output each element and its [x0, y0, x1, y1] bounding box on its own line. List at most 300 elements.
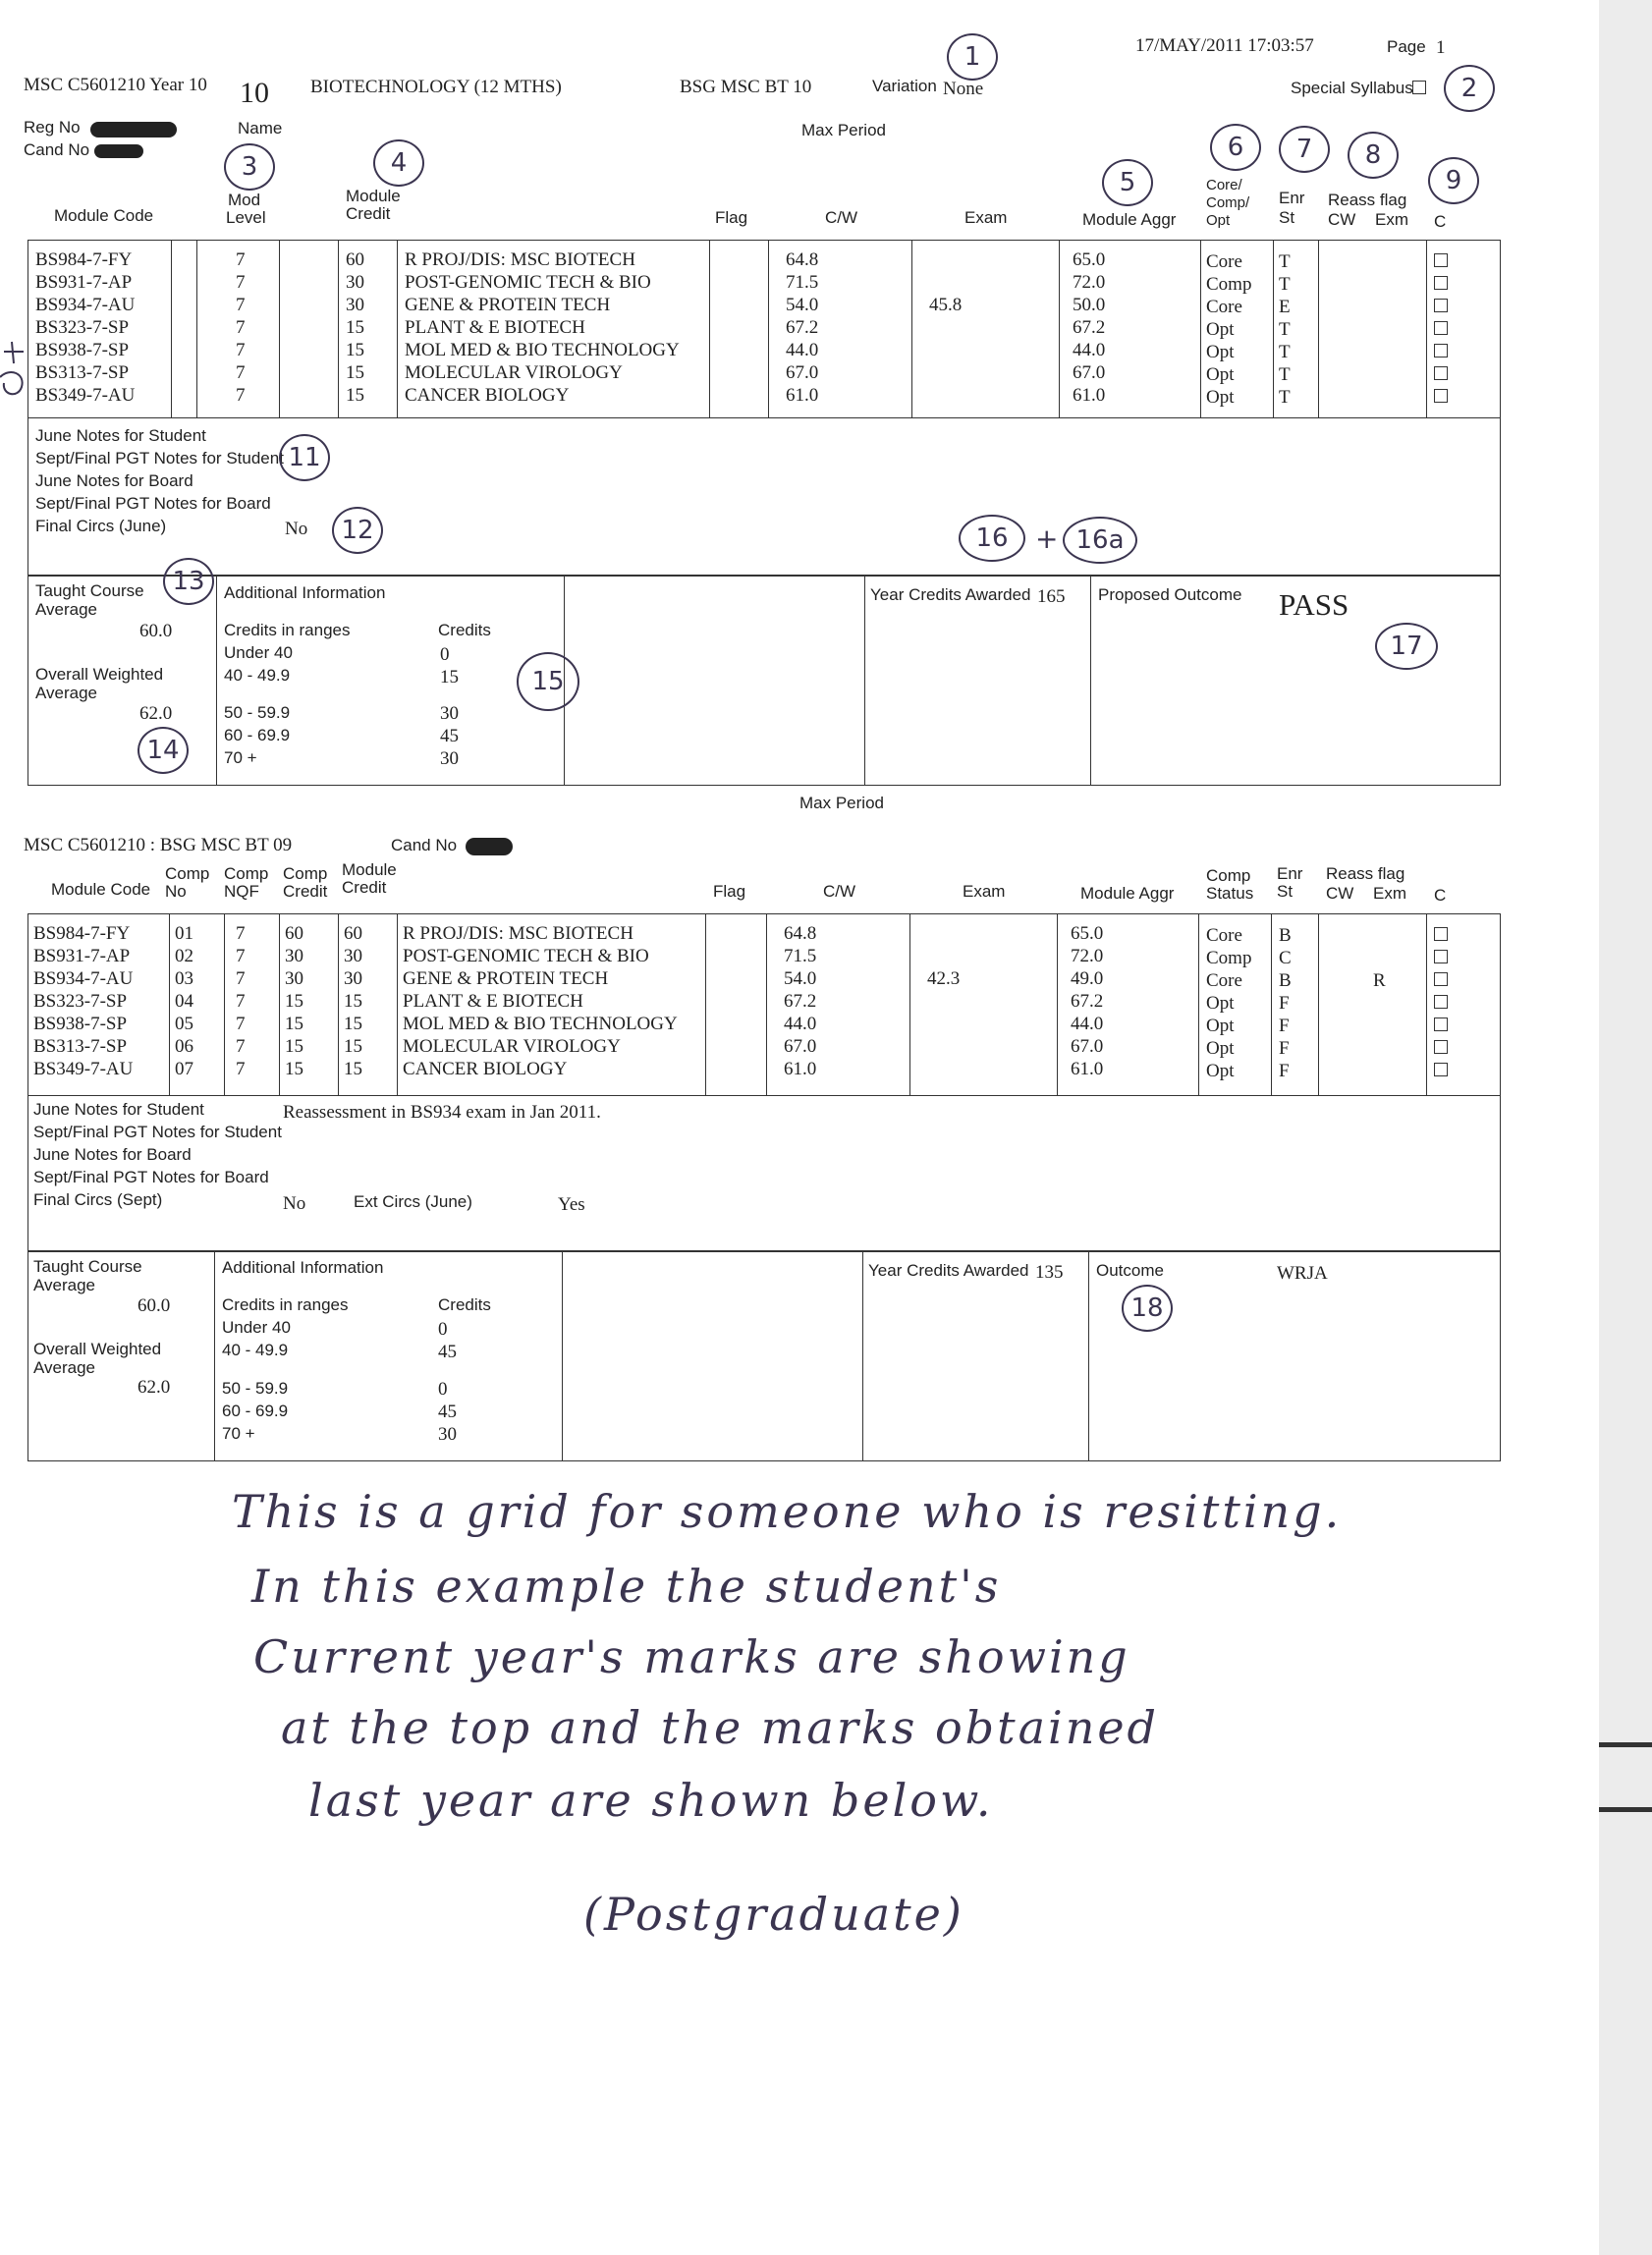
table-cell: 15 — [346, 317, 364, 338]
handwritten-line: (Postgraduate) — [583, 1888, 964, 1941]
table-cell — [927, 1035, 960, 1058]
g2-head-reass-cw: CW — [1326, 884, 1354, 903]
table-cell: 30 — [344, 946, 362, 966]
table-row: BS938-7-SP — [35, 340, 130, 360]
g2-head-comp-credit-1: Comp — [283, 864, 328, 883]
g1-range-value: 0 — [440, 644, 450, 665]
table-cell: 61.0 — [1073, 385, 1106, 406]
g1-head-credit: Credit — [346, 204, 391, 223]
table-cell — [929, 339, 962, 361]
g1-overall-value: 62.0 — [139, 703, 173, 724]
table-cell: Core — [1206, 970, 1242, 991]
reg-no-label: Reg No — [24, 118, 81, 137]
g1-taught-label-1: Taught Course — [35, 581, 144, 600]
g2-cand-no-label: Cand No — [391, 836, 458, 854]
table-cell — [929, 316, 962, 339]
table-cell: 30 — [344, 968, 362, 989]
table-cell: 15 — [285, 1059, 303, 1079]
g1-taught-value: 60.0 — [139, 621, 173, 641]
table-cell: T — [1279, 342, 1291, 362]
g2-head-comp-credit-2: Credit — [283, 882, 328, 901]
table-cell: Opt — [1206, 342, 1235, 362]
table-cell: 67.0 — [784, 1036, 817, 1057]
g1-head-cw: C/W — [825, 208, 858, 227]
g2-head-comp-status-1: Comp — [1206, 866, 1251, 885]
annotation-plus: + — [1035, 522, 1059, 555]
annotation-circle: 14 — [138, 727, 189, 774]
table-cell: 30 — [285, 946, 303, 966]
table-cell: Opt — [1206, 1061, 1235, 1081]
table-cell: 71.5 — [786, 272, 819, 293]
g1-col-cw — [786, 248, 818, 407]
g2-head-exam: Exam — [963, 882, 1006, 901]
table-row: BS313-7-SP — [35, 362, 130, 383]
g1-range-label: 50 - 59.9 — [224, 703, 291, 722]
g1-range-value: 30 — [440, 748, 459, 769]
table-cell: R PROJ/DIS: MSC BIOTECH — [405, 249, 635, 270]
g2-ext-circs-value: Yes — [558, 1194, 585, 1215]
table-row: BS323-7-SP — [33, 991, 128, 1012]
g1-additional-info: Additional Information — [224, 583, 386, 602]
table-cell: 15 — [285, 1036, 303, 1057]
table-cell: 50.0 — [1073, 295, 1106, 315]
g2-ext-circs-label: Ext Circs (June) — [354, 1192, 472, 1211]
table-cell: 67.2 — [784, 991, 817, 1012]
table-cell — [927, 945, 960, 967]
table-cell: 60 — [285, 923, 303, 944]
g2-final-circs-label: Final Circs (Sept) — [33, 1190, 163, 1209]
redacted-reg-no — [90, 122, 177, 138]
g2-col-status — [1206, 924, 1251, 1082]
annotation-circle: 17 — [1375, 623, 1438, 670]
annotation-circle: 2 — [1444, 65, 1495, 112]
g2-col-title — [403, 922, 703, 1080]
table-cell: CANCER BIOLOGY — [405, 385, 570, 406]
g1-row-checkbox[interactable] — [1434, 299, 1448, 312]
table-cell: 64.8 — [784, 923, 817, 944]
g1-range-label: Under 40 — [224, 643, 293, 662]
table-cell: 61.0 — [784, 1059, 817, 1079]
table-cell: 15 — [285, 1014, 303, 1034]
g2-range-value: 0 — [438, 1379, 448, 1400]
table-cell: Core — [1206, 297, 1242, 317]
g2-credits-head: Credits — [438, 1295, 491, 1314]
table-cell — [929, 271, 962, 294]
course-code: MSC C5601210 Year 10 — [24, 75, 207, 95]
table-cell: 15 — [344, 991, 362, 1012]
g2-head-comp-status-2: Status — [1206, 884, 1254, 903]
table-cell: F — [1279, 993, 1290, 1014]
g2-final-circs-value: No — [283, 1193, 306, 1214]
g2-june-notes-student: June Notes for Student — [33, 1100, 204, 1119]
g1-head-comp: Comp/ — [1206, 194, 1250, 211]
page-label: Page — [1387, 37, 1426, 56]
table-cell: GENE & PROTEIN TECH — [403, 968, 609, 989]
g2-year-credits-value: 135 — [1035, 1262, 1064, 1283]
annotation-circle: 12 — [332, 507, 383, 554]
g2-col-aggr — [1071, 922, 1103, 1080]
table-cell: 64.8 — [786, 249, 819, 270]
g1-head-flag: Flag — [715, 208, 748, 227]
annotation-circle: 5 — [1102, 159, 1153, 206]
table-cell: 7 — [236, 1036, 246, 1057]
g2-june-notes-student-value: Reassessment in BS934 exam in Jan 2011. — [283, 1102, 601, 1123]
table-cell: B — [1279, 925, 1292, 946]
g2-col-module-code — [33, 922, 133, 1080]
table-cell: R PROJ/DIS: MSC BIOTECH — [403, 923, 633, 944]
table-row: BS931-7-AP — [35, 272, 133, 293]
table-cell — [927, 1013, 960, 1035]
g1-row-checkbox[interactable] — [1434, 253, 1448, 267]
table-cell: 7 — [236, 991, 246, 1012]
table-cell: Opt — [1206, 387, 1235, 408]
table-row: BS934-7-AU — [33, 968, 134, 989]
g1-sept-notes-student: Sept/Final PGT Notes for Student — [35, 449, 284, 468]
table-cell: 61.0 — [786, 385, 819, 406]
table-cell: 61.0 — [1071, 1059, 1104, 1079]
g1-head-reass-flag: Reass flag — [1328, 191, 1407, 209]
table-cell: 15 — [346, 362, 364, 383]
annotation-circle: 8 — [1348, 132, 1399, 179]
table-row: BS984-7-FY — [35, 249, 133, 270]
g1-range-label: 40 - 49.9 — [224, 666, 291, 685]
table-cell: MOL MED & BIO TECHNOLOGY — [405, 340, 680, 360]
g2-additional-info: Additional Information — [222, 1258, 384, 1277]
table-cell: POST-GENOMIC TECH & BIO — [403, 946, 649, 966]
g1-head-module-aggr: Module Aggr — [1082, 210, 1177, 229]
year-number: 10 — [240, 77, 269, 109]
annotation-circle: 11 — [279, 434, 330, 481]
table-cell: Opt — [1206, 993, 1235, 1014]
table-cell: 7 — [236, 317, 246, 338]
g2-head-module-2: Credit — [342, 878, 387, 897]
annotation-circle: 6 — [1210, 124, 1261, 171]
g1-head-c: C — [1434, 212, 1447, 231]
table-cell: 67.2 — [786, 317, 819, 338]
g2-col-credit — [344, 922, 362, 1080]
g2-credits-in-ranges: Credits in ranges — [222, 1295, 349, 1314]
table-cell: 30 — [346, 272, 364, 293]
table-cell: GENE & PROTEIN TECH — [405, 295, 611, 315]
table-cell — [929, 384, 962, 407]
table-cell: MOL MED & BIO TECHNOLOGY — [403, 1014, 678, 1034]
g2-range-label: 70 + — [222, 1424, 255, 1443]
g2-overall-label-2: Average — [33, 1358, 96, 1377]
table-cell: 67.2 — [1073, 317, 1106, 338]
table-row: BS349-7-AU — [35, 385, 136, 406]
g2-row-checkbox[interactable] — [1434, 950, 1448, 963]
route-code: BSG MSC BT 10 — [680, 77, 812, 97]
table-cell: POST-GENOMIC TECH & BIO — [405, 272, 651, 293]
g2-range-label: 50 - 59.9 — [222, 1379, 289, 1398]
g2-col-enr — [1279, 924, 1292, 1082]
table-cell: Opt — [1206, 319, 1235, 340]
table-cell: 7 — [236, 340, 246, 360]
table-cell: 44.0 — [784, 1014, 817, 1034]
special-syllabus-checkbox[interactable] — [1412, 81, 1426, 94]
variation-label: Variation — [872, 77, 937, 95]
table-cell: 49.0 — [1071, 968, 1104, 989]
g2-range-label: Under 40 — [222, 1318, 291, 1337]
g1-head-opt: Opt — [1206, 212, 1231, 229]
table-cell: 15 — [346, 385, 364, 406]
cand-no-label: Cand No — [24, 140, 90, 159]
annotation-circle: 16a — [1063, 517, 1137, 564]
g2-row-checkbox[interactable] — [1434, 1018, 1448, 1031]
g1-row-checkbox[interactable] — [1434, 321, 1448, 335]
g1-range-value: 45 — [440, 726, 459, 746]
table-cell: 15 — [285, 991, 303, 1012]
g1-range-label: 70 + — [224, 748, 257, 767]
table-cell: 67.2 — [1071, 991, 1104, 1012]
g1-col-enr — [1279, 250, 1291, 409]
table-cell: 44.0 — [1071, 1014, 1104, 1034]
table-cell: 65.0 — [1073, 249, 1106, 270]
g1-year-credits-value: 165 — [1037, 586, 1066, 607]
table-cell: T — [1279, 274, 1291, 295]
table-cell: 7 — [236, 1059, 246, 1079]
table-row: BS323-7-SP — [35, 317, 130, 338]
g2-head-module-aggr: Module Aggr — [1080, 884, 1175, 903]
g1-row-checkbox[interactable] — [1434, 366, 1448, 380]
g1-outcome-value: PASS — [1279, 587, 1349, 622]
table-cell: 05 — [175, 1014, 193, 1034]
table-cell: C — [1279, 948, 1292, 968]
g2-head-module-code: Module Code — [51, 880, 151, 899]
table-cell: Opt — [1206, 364, 1235, 385]
table-cell: Comp — [1206, 948, 1252, 968]
table-cell: 67.0 — [1073, 362, 1106, 383]
table-cell: Comp — [1206, 274, 1252, 295]
g2-june-notes-board: June Notes for Board — [33, 1145, 192, 1164]
g2-head-flag: Flag — [713, 882, 746, 901]
annotation-circle: 13 — [163, 558, 214, 605]
handwritten-line: Current year's marks are showing — [253, 1630, 1130, 1683]
g1-head-exam: Exam — [964, 208, 1008, 227]
table-cell: MOLECULAR VIROLOGY — [405, 362, 623, 383]
g2-sept-notes-student: Sept/Final PGT Notes for Student — [33, 1123, 282, 1141]
g2-col-comp-credit — [285, 922, 303, 1080]
table-cell: T — [1279, 251, 1291, 272]
g2-range-value: 0 — [438, 1319, 448, 1340]
table-cell: 7 — [236, 362, 246, 383]
g1-head-st: St — [1279, 208, 1295, 227]
annotation-circle: 4 — [373, 139, 424, 187]
g1-june-notes-student: June Notes for Student — [35, 426, 206, 445]
g1-june-notes-board: June Notes for Board — [35, 471, 193, 490]
table-cell: Opt — [1206, 1016, 1235, 1036]
table-cell: 54.0 — [784, 968, 817, 989]
g2-range-value: 30 — [438, 1424, 457, 1445]
g1-head-mod: Mod — [228, 191, 261, 209]
g1-row-checkbox[interactable] — [1434, 389, 1448, 403]
table-cell: 67.0 — [1071, 1036, 1104, 1057]
g2-taught-label-1: Taught Course — [33, 1257, 142, 1276]
table-cell: 7 — [236, 385, 246, 406]
table-cell — [927, 922, 960, 945]
course-title: BIOTECHNOLOGY (12 MTHS) — [310, 77, 562, 97]
table-cell: 15 — [344, 1014, 362, 1034]
g1-head-enr: Enr — [1279, 189, 1305, 207]
table-cell: 7 — [236, 946, 246, 966]
g2-col-comp-no — [175, 922, 193, 1080]
g1-range-value: 15 — [440, 667, 459, 688]
table-cell: Opt — [1206, 1038, 1235, 1059]
handwritten-line: last year are shown below. — [308, 1774, 994, 1827]
g1-outcome-label: Proposed Outcome — [1098, 585, 1242, 604]
table-row: BS349-7-AU — [33, 1059, 134, 1079]
table-cell: Core — [1206, 925, 1242, 946]
table-cell: 07 — [175, 1059, 193, 1079]
g1-year-credits-label: Year Credits Awarded — [870, 585, 1031, 604]
g2-max-period-label: Max Period — [799, 794, 884, 812]
table-cell: 54.0 — [786, 295, 819, 315]
table-cell: F — [1279, 1016, 1290, 1036]
table-cell — [929, 361, 962, 384]
handwritten-line: In this example the student's — [251, 1560, 1002, 1613]
table-cell: 30 — [346, 295, 364, 315]
g1-head-core: Core/ — [1206, 177, 1242, 193]
table-cell: 67.0 — [786, 362, 819, 383]
handwritten-line: This is a grid for someone who is resitting. — [232, 1485, 1343, 1538]
g2-range-value: 45 — [438, 1342, 457, 1362]
g1-head-module: Module — [346, 187, 401, 205]
g1-overall-label-2: Average — [35, 684, 98, 702]
table-cell: CANCER BIOLOGY — [403, 1059, 568, 1079]
table-cell: 7 — [236, 295, 246, 315]
g2-head-enr: Enr — [1277, 864, 1303, 883]
table-row: BS931-7-AP — [33, 946, 131, 966]
special-syllabus-label: Special Syllabus — [1291, 79, 1413, 97]
g2-head-comp-nqf-2: NQF — [224, 882, 259, 901]
table-cell: 7 — [236, 923, 246, 944]
g1-row-checkbox[interactable] — [1434, 344, 1448, 358]
report-datetime: 17/MAY/2011 17:03:57 — [1135, 35, 1314, 56]
g2-col-cw — [784, 922, 816, 1080]
table-cell: 03 — [175, 968, 193, 989]
annotation-circle: 15 — [517, 652, 579, 711]
table-cell: 01 — [175, 923, 193, 944]
table-cell: 44.0 — [786, 340, 819, 360]
table-cell: MOLECULAR VIROLOGY — [403, 1036, 621, 1057]
table-cell — [1373, 1060, 1386, 1082]
g2-col-nqf — [236, 922, 246, 1080]
table-cell — [1373, 992, 1386, 1015]
name-label: Name — [238, 119, 283, 138]
table-cell — [927, 990, 960, 1013]
annotation-circle: 9 — [1428, 157, 1479, 204]
g2-range-value: 45 — [438, 1402, 457, 1422]
table-cell: 72.0 — [1071, 946, 1104, 966]
g2-sept-notes-board: Sept/Final PGT Notes for Board — [33, 1168, 269, 1186]
table-cell: E — [1279, 297, 1291, 317]
g1-credits-head: Credits — [438, 621, 491, 639]
table-cell — [1373, 1037, 1386, 1060]
table-cell: 7 — [236, 272, 246, 293]
g1-col-type — [1206, 250, 1251, 409]
margin-scribble-icon — [0, 338, 29, 401]
table-cell: T — [1279, 364, 1291, 385]
table-cell: T — [1279, 319, 1291, 340]
g1-col-module-code — [35, 248, 135, 407]
table-cell: 15 — [346, 340, 364, 360]
g1-final-circs-label: Final Circs (June) — [35, 517, 167, 535]
g2-year-credits-label: Year Credits Awarded — [868, 1261, 1029, 1280]
annotation-circle: 1 — [947, 33, 998, 81]
g1-overall-label-1: Overall Weighted — [35, 665, 164, 684]
redacted-cand-no — [466, 838, 513, 855]
table-cell: 44.0 — [1073, 340, 1106, 360]
g2-head-comp-no-1: Comp — [165, 864, 210, 883]
g1-head-level: Level — [226, 208, 266, 227]
annotation-circle: 3 — [224, 143, 275, 191]
variation-value: None — [943, 79, 984, 99]
table-cell: PLANT & E BIOTECH — [403, 991, 583, 1012]
g2-range-label: 40 - 49.9 — [222, 1341, 289, 1359]
table-cell: 71.5 — [784, 946, 817, 966]
g1-row-checkbox[interactable] — [1434, 276, 1448, 290]
g1-head-module-code: Module Code — [54, 206, 154, 225]
g2-range-label: 60 - 69.9 — [222, 1402, 289, 1420]
table-cell — [1373, 947, 1386, 969]
table-cell: 15 — [344, 1036, 362, 1057]
table-cell: 7 — [236, 968, 246, 989]
g2-row-checkbox[interactable] — [1434, 927, 1448, 941]
annotation-circle: 16 — [959, 515, 1025, 562]
g2-row-checkbox[interactable] — [1434, 1040, 1448, 1054]
table-cell: 7 — [236, 249, 246, 270]
g1-range-label: 60 - 69.9 — [224, 726, 291, 744]
g2-title: MSC C5601210 : BSG MSC BT 09 — [24, 835, 293, 855]
g1-col-level — [236, 248, 246, 407]
g2-overall-value: 62.0 — [138, 1377, 171, 1398]
table-cell: F — [1279, 1038, 1290, 1059]
g2-row-checkbox[interactable] — [1434, 995, 1448, 1009]
table-cell: Core — [1206, 251, 1242, 272]
g1-credits-in-ranges: Credits in ranges — [224, 621, 351, 639]
g2-head-module-1: Module — [342, 860, 397, 879]
table-cell: R — [1373, 970, 1386, 991]
table-row: BS313-7-SP — [33, 1036, 128, 1057]
g1-head-reass-cw: CW — [1328, 210, 1356, 229]
g2-col-reass-exm — [1373, 924, 1386, 1082]
table-row: BS938-7-SP — [33, 1014, 128, 1034]
table-cell — [929, 248, 962, 271]
handwritten-line: at the top and the marks obtained — [281, 1701, 1160, 1754]
table-cell: F — [1279, 1061, 1290, 1081]
redacted-cand-no — [94, 144, 143, 158]
table-cell: B — [1279, 970, 1292, 991]
g2-head-reass-flag: Reass flag — [1326, 864, 1405, 883]
g2-head-c: C — [1434, 886, 1447, 905]
table-cell — [1373, 924, 1386, 947]
g1-col-exam — [929, 248, 962, 407]
table-cell: 60 — [346, 249, 364, 270]
scanner-edge — [1599, 0, 1652, 2255]
g2-row-checkbox[interactable] — [1434, 972, 1448, 986]
table-cell — [1373, 1015, 1386, 1037]
annotation-circle: 7 — [1279, 126, 1330, 173]
g2-head-reass-exm: Exm — [1373, 884, 1406, 903]
g2-taught-value: 60.0 — [138, 1295, 171, 1316]
table-cell: PLANT & E BIOTECH — [405, 317, 585, 338]
g2-row-checkbox[interactable] — [1434, 1063, 1448, 1076]
table-cell: 06 — [175, 1036, 193, 1057]
page-number: 1 — [1436, 37, 1446, 58]
table-cell: T — [1279, 387, 1291, 408]
table-cell: 60 — [344, 923, 362, 944]
table-cell: 45.8 — [929, 295, 963, 315]
